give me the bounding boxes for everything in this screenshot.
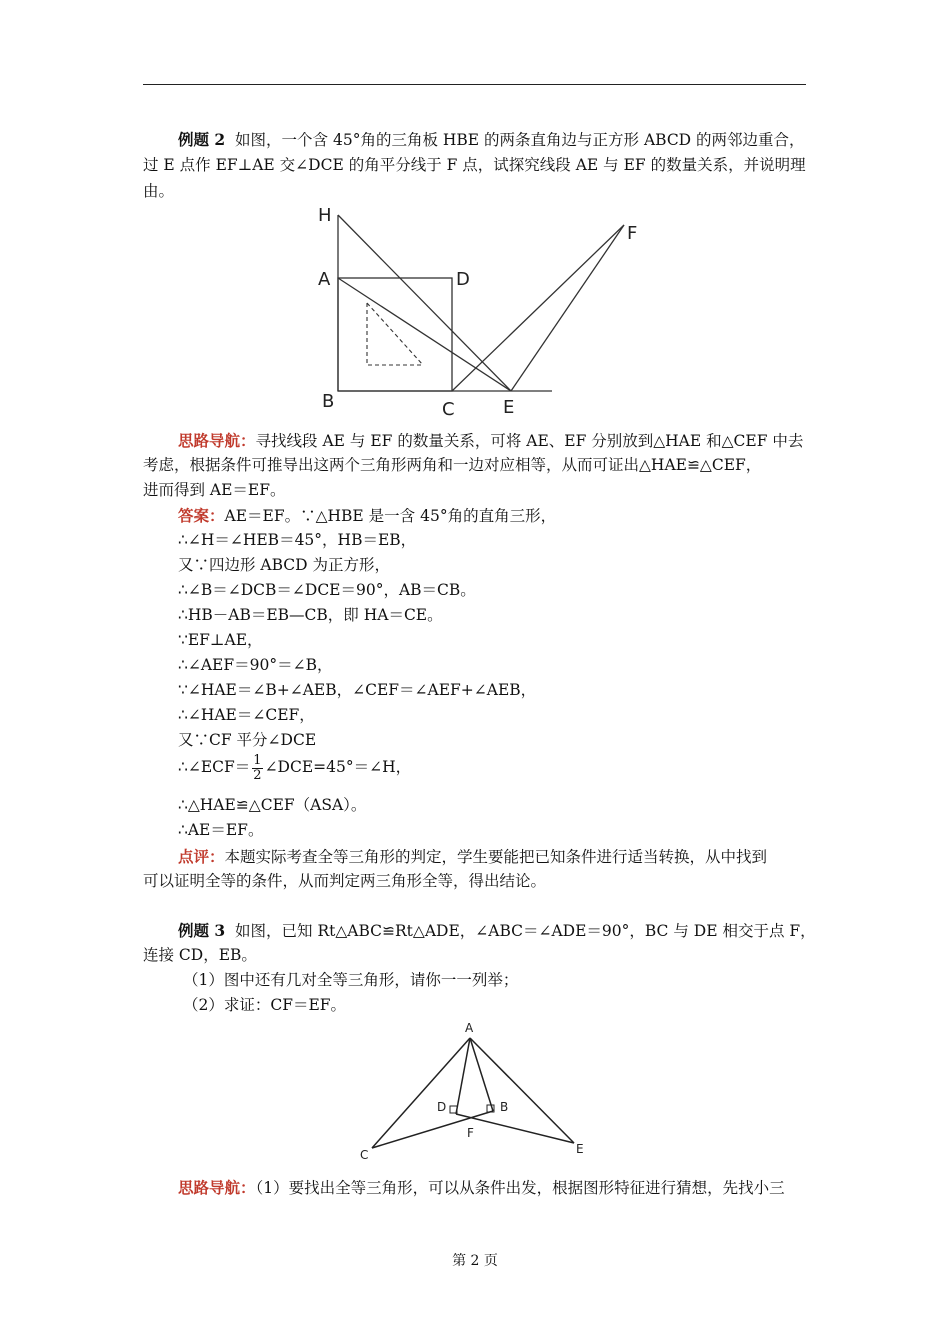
- nav2-text1: 寻找线段 AE 与 EF 的数量关系，可将 AE、EF 分别放到△HAE 和△CEF 中去: [255, 432, 804, 450]
- answer2-line2: ∴∠H＝∠HEB＝45°，HB＝EB，: [178, 531, 417, 549]
- answer2-line10: 又∵CF 平分∠DCE: [178, 731, 317, 749]
- nav2-line3: 进而得到 AE＝EF。: [143, 481, 286, 499]
- label-E: E: [503, 397, 515, 418]
- review2-label: 点评: [178, 847, 210, 866]
- label-H: H: [318, 205, 332, 226]
- example3-line1: [143, 918, 841, 944]
- answer2-text1: AE＝EF。∵△HBE 是一含 45°角的直角三形，: [224, 507, 557, 525]
- nav2-line2: 考虑，根据条件可推导出这两个三角形两角和一边对应相等，从而可证出△HAE≌△CEF，: [143, 456, 762, 474]
- example3-line2: 连接 CD，EB。: [143, 946, 257, 964]
- label3-D: D: [437, 1100, 447, 1114]
- example3-question1: （1）图中还有几对全等三角形，请你一一列举；: [183, 971, 519, 989]
- answer2-line11: [143, 750, 841, 784]
- answer2-line9: ∴∠HAE＝∠CEF，: [178, 706, 315, 724]
- fraction-one-half: [252, 754, 262, 783]
- answer2-line5: ∴HB－AB＝EB—CB，即 HA＝CE。: [178, 606, 443, 624]
- example2-line2: 过 E 点作 EF⊥AE 交∠DCE 的角平分线于 F 点，试探究线段 AE 与 EF 的数量关系，并说明理: [143, 156, 806, 174]
- label-A: A: [318, 269, 331, 290]
- page-number: 第 2 页: [452, 1253, 498, 1269]
- fraction-numerator: 1: [253, 752, 262, 768]
- review2-text1: 本题实际考查全等三角形的判定，学生要能把已知条件进行适当转换，从中找到: [224, 848, 768, 866]
- figure-congruent-triangles: [350, 1018, 600, 1163]
- label3-E: E: [576, 1142, 584, 1156]
- answer2-line7: ∴∠AEF＝90°＝∠B，: [178, 656, 333, 674]
- answer2-line6: ∵EF⊥AE，: [178, 631, 263, 649]
- label3-F: F: [467, 1126, 474, 1140]
- nav3-text1: （1）要找出全等三角形，可以从条件出发，根据图形特征进行猜想，先找小三: [255, 1179, 785, 1197]
- example3-text1: 如图，已知 Rt△ABC≌Rt△ADE，∠ABC＝∠ADE＝90°，BC 与 DE 相交于点 F，: [235, 922, 816, 940]
- answer2-line3: 又∵四边形 ABCD 为正方形，: [178, 556, 391, 574]
- example2-text1: 如图，一个含 45°角的三角板 HBE 的两条直角边与正方形 ABCD 的两邻边重合，: [235, 131, 805, 149]
- label-B: B: [322, 391, 335, 412]
- answer2-line13: ∴AE＝EF。: [178, 821, 264, 839]
- nav2-line1: 思路导航：寻找线段 AE 与 EF 的数量关系，可将 AE、EF 分别放到△HAE 和△CEF 中去: [178, 431, 804, 450]
- nav3-label: 思路导航: [178, 1178, 241, 1197]
- example3-label: 例题 3: [178, 921, 226, 940]
- answer2-line4: ∴∠B＝∠DCB＝∠DCE＝90°，AB＝CB。: [178, 581, 476, 599]
- answer2-label: 答案: [178, 506, 210, 525]
- example2-line1: [143, 127, 841, 153]
- header-rule: [143, 84, 806, 85]
- answer2-text11a: ∴∠ECF＝: [178, 758, 251, 776]
- answer2-line8: ∵∠HAE＝∠B+∠AEB，∠CEF＝∠AEF+∠AEB，: [178, 681, 537, 699]
- label-D: D: [456, 269, 470, 290]
- example3-question2: （2）求证：CF＝EF。: [183, 996, 347, 1014]
- label3-A: A: [465, 1021, 474, 1035]
- nav3-line1: 思路导航：（1）要找出全等三角形，可以从条件出发，根据图形特征进行猜想，先找小三: [178, 1178, 785, 1197]
- fraction-denominator: 2: [253, 767, 262, 783]
- label3-B: B: [500, 1100, 509, 1114]
- review2-line1: 点评：本题实际考查全等三角形的判定，学生要能把已知条件进行适当转换，从中找到: [178, 847, 768, 866]
- label-F: F: [627, 223, 638, 244]
- label-C: C: [442, 399, 455, 420]
- answer2-line12: ∴△HAE≌△CEF（ASA）。: [178, 796, 367, 814]
- answer2-text11b: ∠DCE=45°＝∠H，: [264, 758, 412, 776]
- review2-line2: 可以证明全等的条件，从而判定两三角形全等，得出结论。: [143, 872, 547, 890]
- example2-line3: 由。: [143, 182, 175, 200]
- figure-square-triangle: [300, 195, 660, 420]
- nav2-label: 思路导航: [178, 431, 241, 450]
- example2-label: 例题 2: [178, 130, 226, 149]
- answer2-line1: 答案：AE＝EF。∵△HBE 是一含 45°角的直角三形，: [178, 506, 557, 525]
- label3-C: C: [360, 1148, 369, 1162]
